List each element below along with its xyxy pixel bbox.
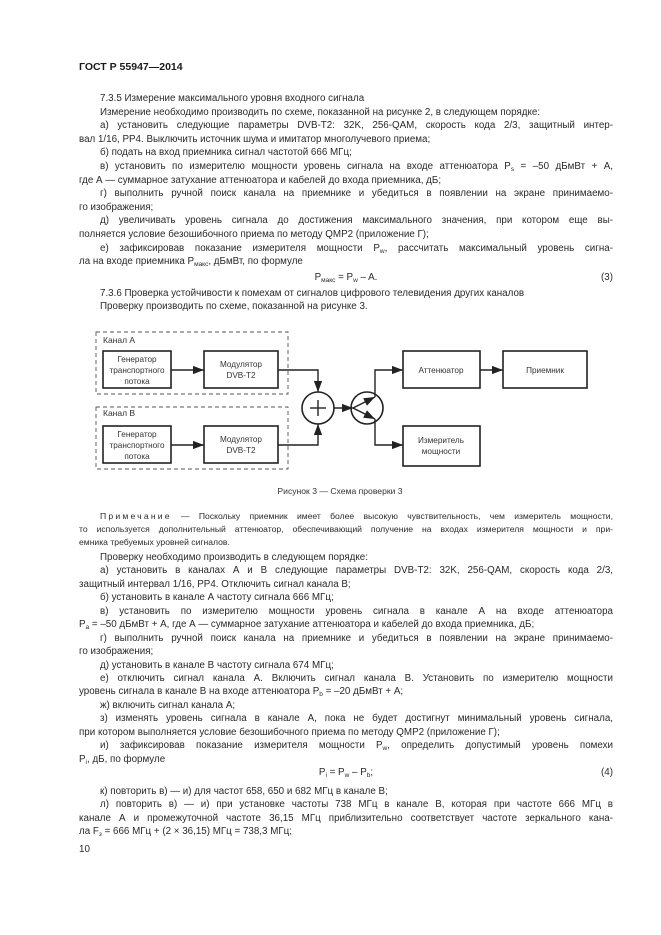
text-run: в) установить по измерителю мощности уровень сигнала в канале А на входе аттенюатора: [100, 605, 613, 617]
text-line: [79, 591, 613, 604]
text-run: P: [79, 753, 86, 765]
text-line: [79, 798, 613, 811]
subscript: b: [366, 772, 371, 779]
text-run: б) установить в канале А частоту сигнала 666 МГц;: [100, 592, 334, 604]
text-run: – A.: [357, 271, 378, 283]
modulator-a-box: [204, 351, 278, 388]
subscript: b: [319, 691, 323, 699]
modulator-b-box: [204, 426, 278, 463]
text-line: [79, 510, 613, 523]
paragraph: [79, 632, 613, 659]
subscript: макс: [321, 276, 336, 284]
paragraph: [79, 699, 613, 712]
text-run: з) изменять уровень сигнала в канале А, пока не будет достигнут минимальный уровень сигнала,: [100, 713, 613, 725]
paragraph: [79, 564, 613, 591]
modulator-a-label-1: Модулятор: [220, 360, 262, 369]
text-run: к) повторить в) — и) для частот 658, 650 и 682 МГц в канале В;: [100, 786, 388, 797]
text-line: [79, 672, 613, 685]
text-run: , дБмВт, по формуле: [208, 256, 303, 268]
subscript: s: [510, 165, 515, 173]
subscript: a: [85, 624, 90, 632]
text-run: = –50 дБмВт + А, где А — суммарное затухание аттенюатора и кабелей до входа приемника, дБ;: [89, 619, 535, 631]
text-run: Проверку необходимо производить в следующем порядке:: [100, 552, 368, 563]
text-run: = P: [335, 271, 354, 283]
subscript: i: [325, 772, 327, 779]
text-run: е) зафиксировав показание измерителя мощности P: [100, 242, 380, 254]
splitter-icon: [351, 392, 383, 424]
power-meter-label-2: мощности: [421, 447, 461, 456]
text-run: – P: [349, 767, 367, 778]
text-run: P: [79, 619, 86, 631]
paragraph: [79, 798, 613, 838]
text-run: — Поскольку приемник имеет более высокую чувствительность, чем измеритель мощности,: [171, 511, 613, 521]
paragraph: [79, 659, 613, 672]
text-line: [79, 659, 613, 672]
text-line: [79, 605, 613, 618]
generator-a-label-3: потока: [124, 377, 150, 386]
text-run: = 666 МГц + (2 × 36,15) МГц = 738,3 МГц;: [101, 826, 292, 838]
paragraph: [79, 672, 613, 699]
formula-number: (3): [601, 271, 613, 283]
text-line: [79, 699, 613, 712]
text-run: канале А и промежуточной частоте 36,15 МГц приблизительно соответствует частоте зеркального кана-: [79, 812, 613, 824]
text-run: при котором выполняется условие безошибочного приема по методу QMP2 (приложение Г);: [79, 726, 500, 738]
subscript: w: [344, 772, 350, 779]
text-run: б) подать на вход приемника сигнал частотой 666 МГц;: [100, 147, 352, 159]
text-run: где А — суммарное затухание аттенюатора и кабелей до входа приемника, дБ;: [79, 174, 442, 186]
text-run: ла на входе приемника P: [79, 256, 195, 268]
text-run: го изображения;: [79, 646, 154, 658]
text-line: [79, 564, 613, 577]
attenuator-label: Аттенюатор: [418, 366, 464, 375]
text-run: д) увеличивать уровень сигнала до достижения максимального значения, при котором еще вы-: [100, 215, 613, 227]
subscript: з: [98, 831, 102, 839]
text-run: , дБ, по формуле: [87, 753, 166, 765]
paragraph: [79, 591, 613, 604]
text-run: и) зафиксировав показание измерителя мощности P: [100, 740, 383, 752]
text-line: [79, 551, 613, 564]
subscript: w: [379, 247, 385, 255]
text-line: [79, 739, 613, 752]
generator-a-label-2: транспортного: [109, 366, 165, 375]
text-line: [79, 632, 613, 645]
subscript: i: [85, 758, 87, 766]
text-run: полняется условие безошибочного приема по методу QMP2 (приложение Г);: [79, 228, 429, 240]
formula: [79, 766, 613, 780]
paragraph: [79, 510, 613, 549]
text-run: д) установить в канале В частоту сигнала 674 МГц;: [100, 659, 334, 671]
text-run: а) установить следующие параметры DVB-T2: 32K, 256-QAM, скорость кода 2/3, защитный интер-: [100, 120, 613, 132]
text-line: [79, 726, 613, 739]
paragraph: [79, 712, 613, 739]
note-label: Примечание: [100, 511, 172, 521]
text-run: а) установить в каналах А и В следующие параметры DVB-T2: 32K, 256-QAM, скорость кода 2/3,: [100, 565, 613, 577]
formula-number: (4): [601, 767, 613, 778]
text-line: [79, 712, 613, 725]
text-line: [79, 812, 613, 825]
text-run: уровень сигнала в канале В на входе аттенюатора P: [79, 686, 320, 698]
text-run: , рассчитать максимальный уровень сигна-: [384, 242, 613, 254]
modulator-b-label-2: DVB-T2: [226, 446, 256, 455]
text-run: г) выполнить ручной поиск канала на приемнике и убедиться в появлении на экране принимаемо-: [100, 188, 613, 200]
text-run: г) выполнить ручной поиск канала на приемнике и убедиться в появлении на экране принимаемо-: [100, 632, 613, 644]
text-run: P: [318, 767, 326, 778]
subscript: w: [353, 276, 358, 284]
page-number: 10: [79, 844, 90, 855]
text-run: емника требуемых уровней сигналов.: [79, 537, 230, 547]
subscript: w: [382, 745, 388, 753]
generator-b-label-2: транспортного: [109, 441, 165, 450]
figure-caption: Рисунок 3 — Схема проверки 3: [277, 486, 403, 496]
text-run: = –50 дБмВт + А,: [514, 160, 614, 172]
text-line: [79, 536, 613, 549]
text-run: Измерение необходимо производить по схеме, показанной на рисунке 2, в следующем порядке:: [100, 106, 541, 118]
text-run: го изображения;: [79, 201, 154, 213]
test-procedure: [79, 551, 613, 839]
generator-b-label-3: потока: [124, 452, 150, 461]
text-run: , определить допустимый уровень помехи: [387, 740, 613, 752]
text-run: = –20 дБмВт + А;: [322, 686, 404, 698]
channel-a-label: Канал А: [103, 335, 136, 345]
text-run: P: [314, 271, 322, 283]
text-run: в) установить по измерителю мощности уровень сигнала на входе аттенюатора P: [100, 160, 511, 172]
power-meter-label-1: Измеритель: [418, 436, 464, 445]
text-line: [79, 753, 613, 766]
text-run: ж) включить сигнал канала А;: [100, 699, 236, 711]
text-run: 7.3.5 Измерение максимального уровня входного сигнала: [100, 93, 365, 104]
text-run: то используется дополнительный аттенюатор, обеспечивающий получение на входах измерителя мощности и при-: [79, 524, 613, 534]
text-run: защитный интервал 1/16, PP4. Отключить сигнал канала В;: [79, 578, 351, 590]
text-line: [79, 785, 613, 798]
modulator-b-label-1: Модулятор: [220, 435, 262, 444]
formula-expression: [319, 767, 373, 778]
text-run: е) отключить сигнал канала А. Включить сигнал канала В. Установить по измерителю мощности: [100, 672, 613, 684]
text-line: [79, 523, 613, 536]
text-run: = P: [326, 767, 345, 778]
paragraph: [79, 785, 613, 798]
text-line: [79, 825, 613, 838]
text-line: [79, 578, 613, 591]
text-line: [79, 685, 613, 698]
text-run: ;: [370, 767, 374, 778]
text-run: 7.3.6 Проверка устойчивости к помехам от сигналов цифрового телевидения других каналов: [100, 287, 525, 299]
subscript: макс: [194, 261, 209, 269]
channel-b-label: Канал В: [103, 408, 136, 418]
text-line: [79, 618, 613, 631]
text-run: л) повторить в) — и) при установке частоты 738 МГц в канале В, которая при частоте 666 МГц в: [100, 799, 613, 811]
paragraph: [79, 739, 613, 766]
document-header: ГОСТ Р 55947—2014: [79, 61, 183, 73]
generator-a-label-1: Генератор: [117, 355, 157, 364]
power-meter-box: [403, 426, 480, 466]
text-run: вал 1/16, PP4. Выключить источник шума и имитатор многолучевого приема;: [79, 133, 431, 145]
modulator-a-label-2: DVB-T2: [226, 371, 256, 380]
figure-note: [79, 510, 613, 549]
generator-b-label-1: Генератор: [117, 430, 157, 439]
receiver-label: Приемник: [526, 366, 564, 375]
text-line: [79, 645, 613, 658]
paragraph: [79, 551, 613, 564]
text-run: ла F: [79, 826, 99, 838]
paragraph: [79, 605, 613, 632]
text-run: Проверку производить по схеме, показанной на рисунке 3.: [100, 301, 368, 313]
